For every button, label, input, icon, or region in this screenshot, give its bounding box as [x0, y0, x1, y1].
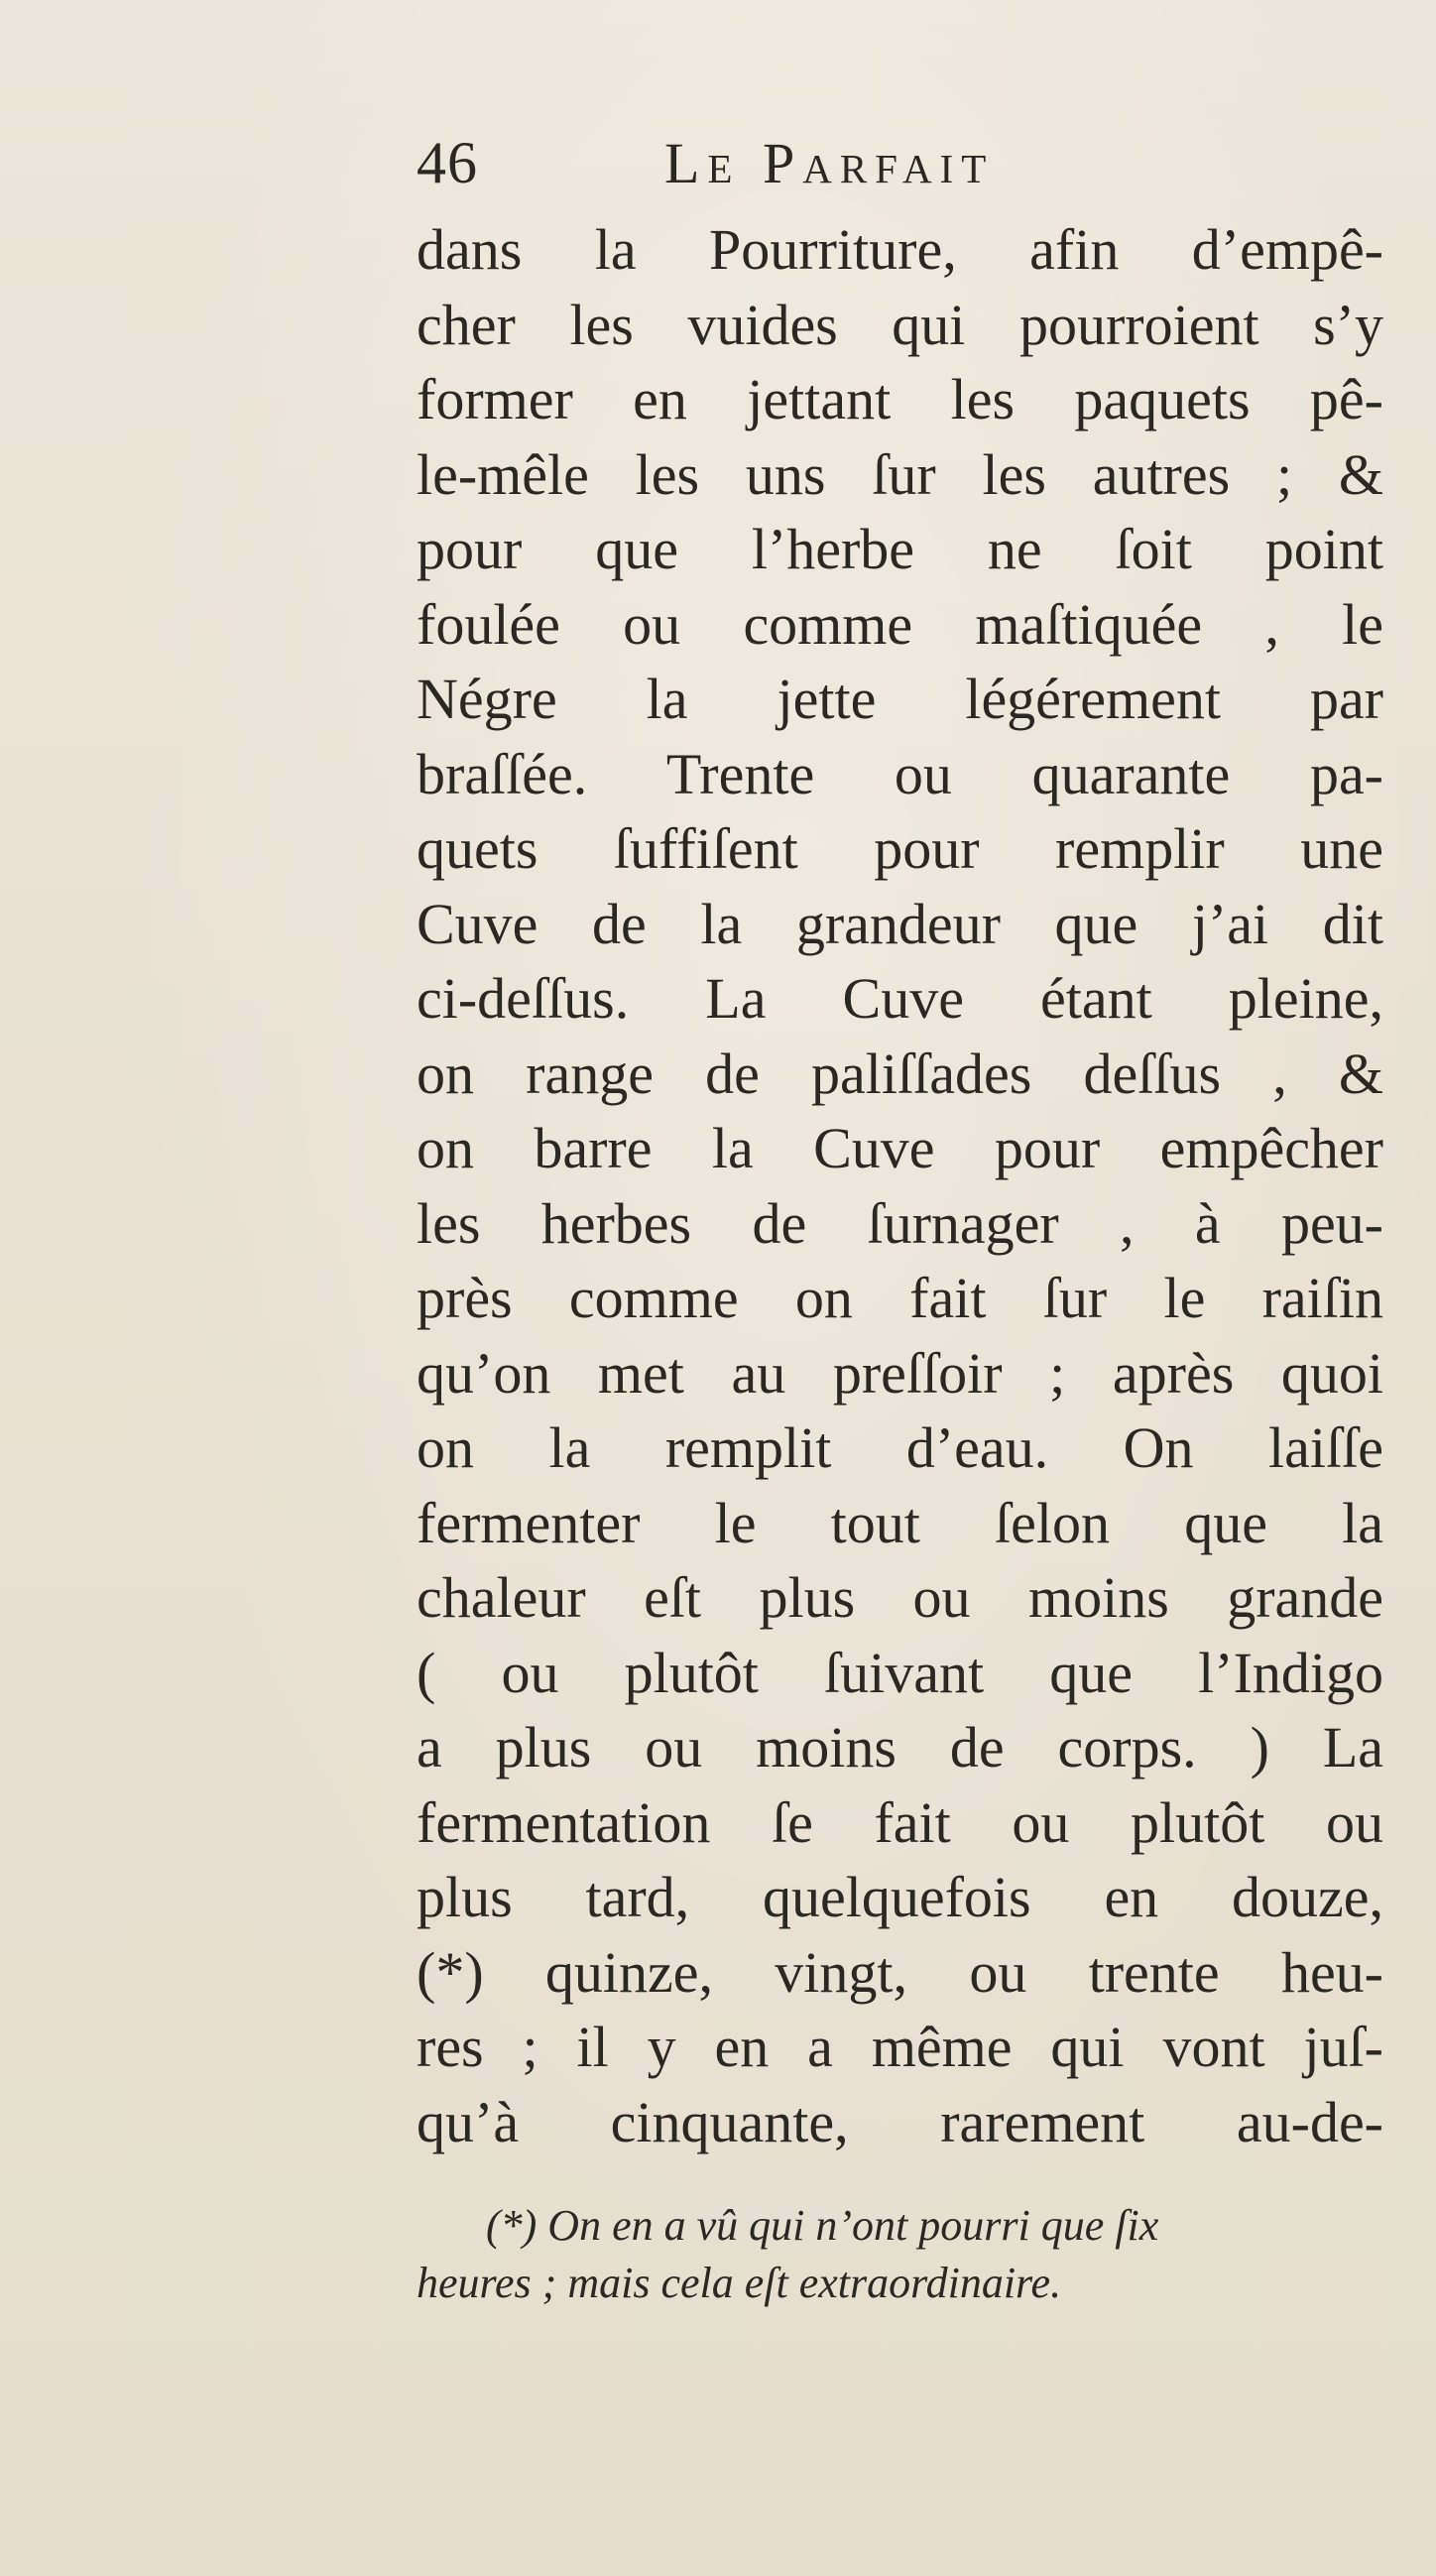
text-line: près comme on fait ſur le raiſin	[417, 1266, 1383, 1330]
text-line: plus tard, quelquefois en douze,	[417, 1865, 1383, 1929]
text-line: les herbes de ſurnager , à peu-	[417, 1190, 1383, 1256]
text-line: chaleur eſt plus ou moins grande	[417, 1565, 1383, 1630]
text-line: le-mêle les uns ſur les autres ; &	[417, 441, 1383, 507]
text-line: pour que l’herbe ne ſoit point	[417, 517, 1383, 581]
text-line: cher les vuides qui pourroient s’y	[417, 292, 1383, 357]
body-text	[417, 212, 1388, 2159]
text-line: foulée ou comme maſtiquée , le	[417, 591, 1383, 657]
footnote-line: (*) On en a vû qui n’ont pourri que ſix	[486, 2201, 1159, 2250]
text-line: former en jettant les paquets pê-	[417, 367, 1383, 431]
text-line: fermentation ſe fait ou plutôt ou	[417, 1789, 1383, 1855]
page-number: 46	[417, 130, 478, 195]
footnote	[417, 2197, 1383, 2312]
text-line: qu’à cinquante, rarement au-de-	[417, 2089, 1383, 2154]
running-head	[417, 129, 1388, 206]
text-line: res ; il y en a même qui vont juſ-	[417, 2015, 1383, 2079]
text-line: quets ſuffiſent pour remplir une	[417, 816, 1383, 881]
text-line: on la remplit d’eau. On laiſſe	[417, 1415, 1383, 1480]
running-title: Le Parfait	[664, 131, 995, 195]
text-line: Cuve de la grandeur que j’ai dit	[417, 891, 1383, 956]
text-block	[417, 129, 1388, 2312]
text-line: (*) quinze, vingt, ou trente heu-	[417, 1939, 1383, 2005]
text-line: on range de paliſſades deſſus , &	[417, 1041, 1383, 1106]
text-line: a plus ou moins de corps. ) La	[417, 1715, 1383, 1779]
text-line: fermenter le tout ſelon que la	[417, 1490, 1383, 1555]
text-line: Négre la jette légérement par	[417, 667, 1383, 731]
text-line: qu’on met au preſſoir ; après quoi	[417, 1340, 1383, 1406]
text-line: braſſée. Trente ou quarante pa-	[417, 741, 1383, 806]
text-line: on barre la Cuve pour empêcher	[417, 1116, 1383, 1180]
text-line: dans la Pourriture, afin d’empê-	[417, 217, 1383, 282]
text-line: ci-deſſus. La Cuve étant pleine,	[417, 966, 1383, 1031]
footnote-line: heures ; mais cela eſt extraordinaire.	[417, 2259, 1062, 2307]
text-line: ( ou plutôt ſuivant que l’Indigo	[417, 1640, 1383, 1705]
